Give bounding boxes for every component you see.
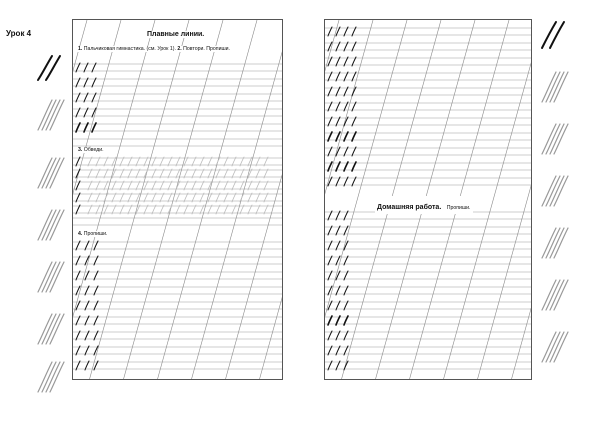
sample-stroke <box>76 63 80 72</box>
copy-stroke <box>76 271 80 280</box>
copy-stroke <box>85 316 89 325</box>
task-4-number: 4. <box>78 231 83 237</box>
homework-stroke <box>344 331 348 340</box>
trace-stroke <box>136 157 140 166</box>
trace-stroke <box>104 169 108 178</box>
copy-stroke <box>85 361 89 370</box>
trace-stroke <box>240 205 244 214</box>
homework-stroke <box>336 286 340 295</box>
slant-line <box>73 20 155 380</box>
homework-stroke <box>352 57 356 66</box>
trace-stroke <box>128 157 132 166</box>
trace-stroke <box>104 193 108 202</box>
trace-stroke <box>112 193 116 202</box>
task-1-instruction <box>77 46 231 52</box>
trace-stroke <box>192 157 196 166</box>
copy-stroke <box>85 286 89 295</box>
start-stroke <box>76 205 80 214</box>
trace-stroke <box>256 181 260 190</box>
trace-stroke <box>200 181 204 190</box>
trace-stroke <box>240 169 244 178</box>
trace-stroke <box>136 169 140 178</box>
slant-line <box>511 20 532 380</box>
trace-stroke <box>224 193 228 202</box>
trace-stroke <box>168 181 172 190</box>
homework-stroke <box>344 346 348 355</box>
trace-stroke <box>120 193 124 202</box>
trace-stroke <box>104 205 108 214</box>
copy-stroke <box>76 331 80 340</box>
trace-stroke <box>152 193 156 202</box>
homework-stroke <box>336 57 340 66</box>
task-2-number: 2. <box>177 46 182 52</box>
trace-stroke <box>264 181 268 190</box>
slant-line <box>191 20 283 380</box>
slant-line <box>325 20 373 380</box>
homework-stroke <box>344 226 348 235</box>
trace-stroke <box>96 205 100 214</box>
homework-stroke <box>328 211 332 220</box>
homework-stroke <box>344 27 348 36</box>
trace-stroke <box>224 157 228 166</box>
trace-stroke <box>168 193 172 202</box>
copy-stroke <box>94 241 98 250</box>
trace-stroke <box>248 181 252 190</box>
trace-stroke <box>160 193 164 202</box>
trace-stroke <box>232 157 236 166</box>
trace-stroke <box>168 205 172 214</box>
page-title: Плавные линии. <box>147 31 205 38</box>
trace-stroke <box>160 169 164 178</box>
homework-stroke <box>328 102 332 111</box>
trace-stroke <box>96 181 100 190</box>
trace-stroke <box>152 157 156 166</box>
trace-stroke <box>168 157 172 166</box>
task-3-text: Обведи. <box>83 147 104 153</box>
task-3-instruction <box>77 147 105 153</box>
trace-stroke <box>160 157 164 166</box>
slant-line <box>259 20 283 380</box>
trace-stroke <box>112 157 116 166</box>
trace-stroke <box>136 181 140 190</box>
homework-stroke <box>328 256 332 265</box>
trace-stroke <box>192 181 196 190</box>
trace-stroke <box>168 169 172 178</box>
homework-stroke <box>328 271 332 280</box>
homework-stroke <box>344 286 348 295</box>
copy-stroke <box>85 271 89 280</box>
slant-line <box>73 20 87 380</box>
slant-line <box>123 20 223 380</box>
homework-stroke <box>336 316 340 325</box>
trace-stroke <box>104 181 108 190</box>
homework-stroke <box>328 72 332 81</box>
trace-stroke <box>240 193 244 202</box>
trace-stroke <box>216 181 220 190</box>
homework-stroke <box>344 57 348 66</box>
trace-stroke <box>160 181 164 190</box>
homework-stroke <box>328 177 332 186</box>
trace-stroke <box>144 157 148 166</box>
copy-stroke <box>85 241 89 250</box>
trace-stroke <box>248 193 252 202</box>
trace-stroke <box>192 205 196 214</box>
homework-stroke <box>344 301 348 310</box>
homework-stroke <box>352 102 356 111</box>
slant-line <box>89 20 189 380</box>
homework-stroke <box>344 147 348 156</box>
task-4-text: Пропиши. <box>83 231 108 237</box>
homework-stroke <box>336 361 340 370</box>
trace-stroke <box>88 205 92 214</box>
trace-stroke <box>104 157 108 166</box>
sample-stroke <box>84 63 88 72</box>
trace-stroke <box>144 169 148 178</box>
trace-stroke <box>144 193 148 202</box>
homework-stroke <box>344 72 348 81</box>
trace-stroke <box>224 205 228 214</box>
trace-stroke <box>88 181 92 190</box>
trace-stroke <box>240 181 244 190</box>
homework-text: Пропиши. <box>446 205 471 211</box>
homework-stroke <box>328 132 332 141</box>
trace-stroke <box>176 157 180 166</box>
homework-stroke <box>336 102 340 111</box>
homework-stroke <box>336 331 340 340</box>
trace-stroke <box>224 169 228 178</box>
trace-stroke <box>112 181 116 190</box>
homework-stroke <box>328 361 332 370</box>
left-workbook-page <box>72 19 283 380</box>
trace-stroke <box>264 193 268 202</box>
homework-stroke <box>328 241 332 250</box>
homework-stroke <box>352 147 356 156</box>
model-letter-bold-right <box>542 22 564 48</box>
trace-stroke <box>200 157 204 166</box>
copy-stroke <box>94 271 98 280</box>
homework-stroke <box>344 256 348 265</box>
homework-stroke <box>328 147 332 156</box>
trace-stroke <box>120 181 124 190</box>
trace-stroke <box>216 205 220 214</box>
trace-stroke <box>224 181 228 190</box>
trace-stroke <box>176 205 180 214</box>
trace-stroke <box>120 169 124 178</box>
copy-stroke <box>94 301 98 310</box>
homework-heading <box>375 196 473 214</box>
trace-stroke <box>184 181 188 190</box>
sample-stroke <box>76 123 80 132</box>
trace-stroke <box>232 205 236 214</box>
homework-stroke <box>336 177 340 186</box>
trace-stroke <box>248 157 252 166</box>
homework-stroke <box>336 117 340 126</box>
homework-stroke <box>344 132 348 141</box>
model-letter-outlines-left <box>38 100 64 392</box>
homework-stroke <box>336 226 340 235</box>
slant-line <box>157 20 257 380</box>
homework-stroke <box>352 117 356 126</box>
task-1-text: Пальчиковая гимнастика. (см. Урок 1). <box>83 46 176 52</box>
right-margin-samples <box>528 0 600 430</box>
trace-stroke <box>88 157 92 166</box>
trace-stroke <box>264 205 268 214</box>
homework-stroke <box>344 271 348 280</box>
sample-stroke <box>84 78 88 87</box>
sample-stroke <box>92 123 96 132</box>
homework-stroke <box>336 162 340 171</box>
homework-stroke <box>352 42 356 51</box>
left-margin-samples <box>0 0 70 430</box>
homework-stroke <box>328 346 332 355</box>
trace-stroke <box>136 193 140 202</box>
trace-stroke <box>112 205 116 214</box>
sample-stroke <box>76 93 80 102</box>
trace-stroke <box>144 181 148 190</box>
trace-stroke <box>256 205 260 214</box>
trace-stroke <box>256 193 260 202</box>
right-margin-letters <box>528 0 600 430</box>
homework-stroke <box>336 271 340 280</box>
trace-stroke <box>88 193 92 202</box>
sample-stroke <box>84 108 88 117</box>
homework-stroke <box>328 226 332 235</box>
copy-stroke <box>85 331 89 340</box>
trace-stroke <box>232 193 236 202</box>
homework-stroke <box>328 27 332 36</box>
copy-stroke <box>94 331 98 340</box>
lesson-label: Урок 4 <box>6 29 32 38</box>
homework-stroke <box>352 132 356 141</box>
homework-stroke <box>336 132 340 141</box>
sample-stroke <box>76 78 80 87</box>
trace-stroke <box>128 181 132 190</box>
homework-stroke <box>328 117 332 126</box>
trace-stroke <box>96 169 100 178</box>
homework-stroke <box>344 42 348 51</box>
homework-stroke <box>336 72 340 81</box>
trace-stroke <box>96 193 100 202</box>
homework-stroke <box>352 72 356 81</box>
copy-stroke <box>76 361 80 370</box>
homework-stroke <box>344 162 348 171</box>
trace-stroke <box>144 205 148 214</box>
trace-stroke <box>264 157 268 166</box>
homework-stroke <box>344 87 348 96</box>
sample-stroke <box>84 123 88 132</box>
homework-stroke <box>344 316 348 325</box>
trace-stroke <box>208 205 212 214</box>
trace-stroke <box>240 157 244 166</box>
homework-stroke <box>328 87 332 96</box>
sample-stroke <box>92 63 96 72</box>
slant-line <box>477 20 532 380</box>
slant-line <box>325 20 339 380</box>
task-4-instruction <box>77 231 109 237</box>
copy-stroke <box>76 241 80 250</box>
homework-stroke <box>336 301 340 310</box>
model-letter-outlines-right <box>542 72 568 362</box>
trace-stroke <box>176 193 180 202</box>
homework-title: Домашняя работа. <box>377 204 442 211</box>
trace-stroke <box>152 181 156 190</box>
trace-stroke <box>88 169 92 178</box>
trace-stroke <box>120 205 124 214</box>
trace-stroke <box>200 193 204 202</box>
trace-stroke <box>208 169 212 178</box>
trace-stroke <box>200 169 204 178</box>
trace-stroke <box>264 169 268 178</box>
trace-stroke <box>216 169 220 178</box>
homework-stroke <box>344 211 348 220</box>
trace-stroke <box>216 157 220 166</box>
copy-stroke <box>94 316 98 325</box>
start-stroke <box>76 193 80 202</box>
model-letter-bold-left <box>38 56 60 80</box>
homework-stroke <box>328 331 332 340</box>
trace-stroke <box>256 169 260 178</box>
trace-stroke <box>160 205 164 214</box>
homework-stroke <box>352 177 356 186</box>
trace-stroke <box>192 169 196 178</box>
homework-stroke <box>344 177 348 186</box>
task-3-number: 3. <box>78 147 83 153</box>
trace-stroke <box>256 157 260 166</box>
copy-stroke <box>94 361 98 370</box>
trace-stroke <box>208 157 212 166</box>
trace-stroke <box>192 193 196 202</box>
trace-stroke <box>216 193 220 202</box>
trace-stroke <box>184 205 188 214</box>
homework-stroke <box>336 241 340 250</box>
start-stroke <box>76 169 80 178</box>
trace-stroke <box>96 157 100 166</box>
trace-stroke <box>152 205 156 214</box>
trace-stroke <box>248 205 252 214</box>
sample-stroke <box>92 78 96 87</box>
trace-stroke <box>128 205 132 214</box>
left-margin-letters <box>0 0 70 430</box>
copy-stroke <box>76 256 80 265</box>
start-stroke <box>76 181 80 190</box>
trace-stroke <box>184 193 188 202</box>
copy-stroke <box>94 256 98 265</box>
left-page-ruling <box>73 20 283 380</box>
task-2-text: Повтори. Пропиши. <box>183 46 230 52</box>
task-1-number: 1. <box>78 46 83 52</box>
copy-stroke <box>76 346 80 355</box>
trace-stroke <box>128 193 132 202</box>
trace-stroke <box>128 169 132 178</box>
copy-stroke <box>85 301 89 310</box>
homework-stroke <box>336 211 340 220</box>
copy-stroke <box>85 346 89 355</box>
sample-stroke <box>92 93 96 102</box>
copy-stroke <box>76 316 80 325</box>
homework-stroke <box>336 87 340 96</box>
trace-stroke <box>232 181 236 190</box>
homework-stroke <box>344 102 348 111</box>
trace-stroke <box>232 169 236 178</box>
trace-stroke <box>152 169 156 178</box>
trace-stroke <box>120 157 124 166</box>
sample-stroke <box>84 93 88 102</box>
sample-stroke <box>76 108 80 117</box>
right-workbook-page <box>324 19 532 380</box>
homework-stroke <box>352 27 356 36</box>
homework-stroke <box>336 346 340 355</box>
copy-stroke <box>94 286 98 295</box>
homework-stroke <box>352 162 356 171</box>
homework-stroke <box>336 42 340 51</box>
start-stroke <box>76 157 80 166</box>
homework-stroke <box>328 316 332 325</box>
trace-stroke <box>184 169 188 178</box>
